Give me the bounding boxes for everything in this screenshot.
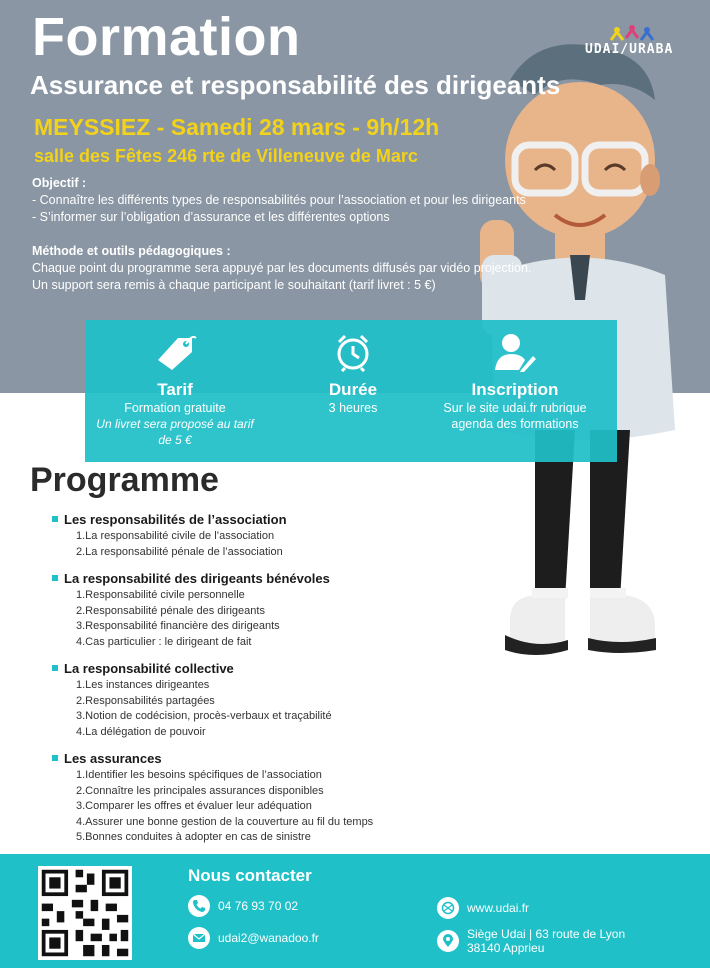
address-text — [467, 927, 625, 955]
list-item: 2.Responsabilité pénale des dirigeants — [76, 604, 265, 617]
udai-logo-text: UDAI/URABA — [585, 42, 674, 57]
user-edit-icon — [493, 332, 537, 372]
address-line2: 38140 Apprieu — [467, 941, 545, 955]
bullet-icon — [52, 755, 58, 761]
list-item: 1.Responsabilité civile personnelle — [76, 589, 245, 601]
programme-section-heading — [52, 509, 472, 529]
event-location: salle des Fêtes 246 rte de Villeneuve de Marc — [34, 146, 418, 166]
programme-title: Programme — [30, 461, 219, 499]
objectif-heading: Objectif : — [32, 176, 87, 190]
programme-section-heading — [52, 748, 472, 768]
list-item: 4.Assurer une bonne gestion de la couverture au fil du temps — [76, 815, 374, 828]
methode-block — [32, 243, 532, 294]
section-heading-text: Les assurances — [64, 750, 162, 766]
website-url: www.udai.fr — [467, 901, 530, 915]
info-duree — [283, 332, 423, 416]
programme-section — [52, 568, 472, 650]
section-heading-text: Les responsabilités de l’association — [64, 511, 287, 527]
programme-section — [52, 658, 472, 740]
contact-phone[interactable] — [188, 895, 298, 917]
tarif-title: Tarif — [157, 380, 193, 399]
programme-section — [52, 509, 472, 560]
list-item: 1.Les instances dirigeantes — [76, 679, 210, 691]
phone-number: 04 76 93 70 02 — [218, 899, 299, 913]
contact-email[interactable] — [188, 927, 319, 949]
contact-website[interactable] — [437, 897, 529, 919]
list-item: 2.La responsabilité pénale de l’association — [76, 545, 283, 558]
event-date: MEYSSIEZ - Samedi 28 mars - 9h/12h — [34, 114, 440, 140]
contact-title: Nous contacter — [188, 866, 312, 885]
phone-icon — [188, 895, 210, 917]
programme-section-heading — [52, 658, 472, 678]
programme-section — [52, 748, 472, 846]
tarif-line: Formation gratuite — [124, 401, 226, 415]
location-pin-icon — [437, 930, 459, 952]
qr-code-icon[interactable] — [38, 866, 132, 960]
info-inscription — [425, 332, 605, 432]
list-item: 2.Responsabilités partagées — [76, 694, 215, 707]
list-item: 3.Responsabilité financière des dirigeants — [76, 620, 280, 632]
globe-icon — [437, 897, 459, 919]
programme-list — [52, 509, 472, 852]
info-panel — [85, 320, 617, 462]
alarm-clock-icon — [333, 332, 373, 372]
duree-line: 3 heures — [328, 401, 378, 415]
list-item: 4.La délégation de pouvoir — [76, 725, 206, 738]
address-line1: Siège Udai | 63 route de Lyon — [467, 927, 626, 941]
methode-line: Chaque point du programme sera appuyé par les documents diffusés par vidéo projection. — [32, 261, 532, 275]
list-item: 2.Connaître les principales assurances disponibles — [76, 784, 324, 797]
methode-heading: Méthode et outils pédagogiques : — [32, 244, 231, 258]
objectif-block — [32, 175, 622, 226]
bullet-icon — [52, 575, 58, 581]
methode-line: Un support sera remis à chaque participant le souhaitant (tarif livret : 5 €) — [32, 278, 436, 292]
info-tarif — [95, 332, 255, 448]
programme-section-heading — [52, 568, 472, 588]
section-heading-text: La responsabilité des dirigeants bénévoles — [64, 570, 330, 586]
list-item: 3.Comparer les offres et évaluer leur adéquation — [76, 800, 312, 812]
inscription-title: Inscription — [471, 380, 559, 399]
list-item: 1.La responsabilité civile de l’association — [76, 530, 275, 542]
bullet-icon — [52, 665, 58, 671]
inscription-line: Sur le site udai.fr rubrique agenda des formations — [443, 401, 587, 431]
list-item: 1.Identifier les besoins spécifiques de l’association — [76, 769, 322, 781]
page-title: Formation — [32, 7, 301, 67]
page-subtitle: Assurance et responsabilité des dirigeants — [30, 70, 561, 100]
objectif-line: - Connaître les différents types de responsabilités pour l’association et pour les dirigeants — [32, 193, 526, 207]
email-icon — [188, 927, 210, 949]
tarif-note: Un livret sera proposé au tarif de 5 € — [96, 417, 254, 447]
list-item: 5.Bonnes conduites à adopter en cas de sinistre — [76, 831, 311, 843]
price-tag-icon — [152, 332, 198, 372]
duree-title: Durée — [328, 380, 378, 399]
section-heading-text: La responsabilité collective — [64, 660, 234, 676]
list-item: 3.Notion de codécision, procès-verbaux et traçabilité — [76, 710, 332, 722]
bullet-icon — [52, 516, 58, 522]
email-address: udai2@wanadoo.fr — [218, 931, 319, 945]
contact-address — [437, 927, 625, 955]
objectif-line: - S’informer sur l’obligation d’assurance et les différentes options — [32, 210, 390, 224]
list-item: 4.Cas particulier : le dirigeant de fait — [76, 635, 252, 648]
